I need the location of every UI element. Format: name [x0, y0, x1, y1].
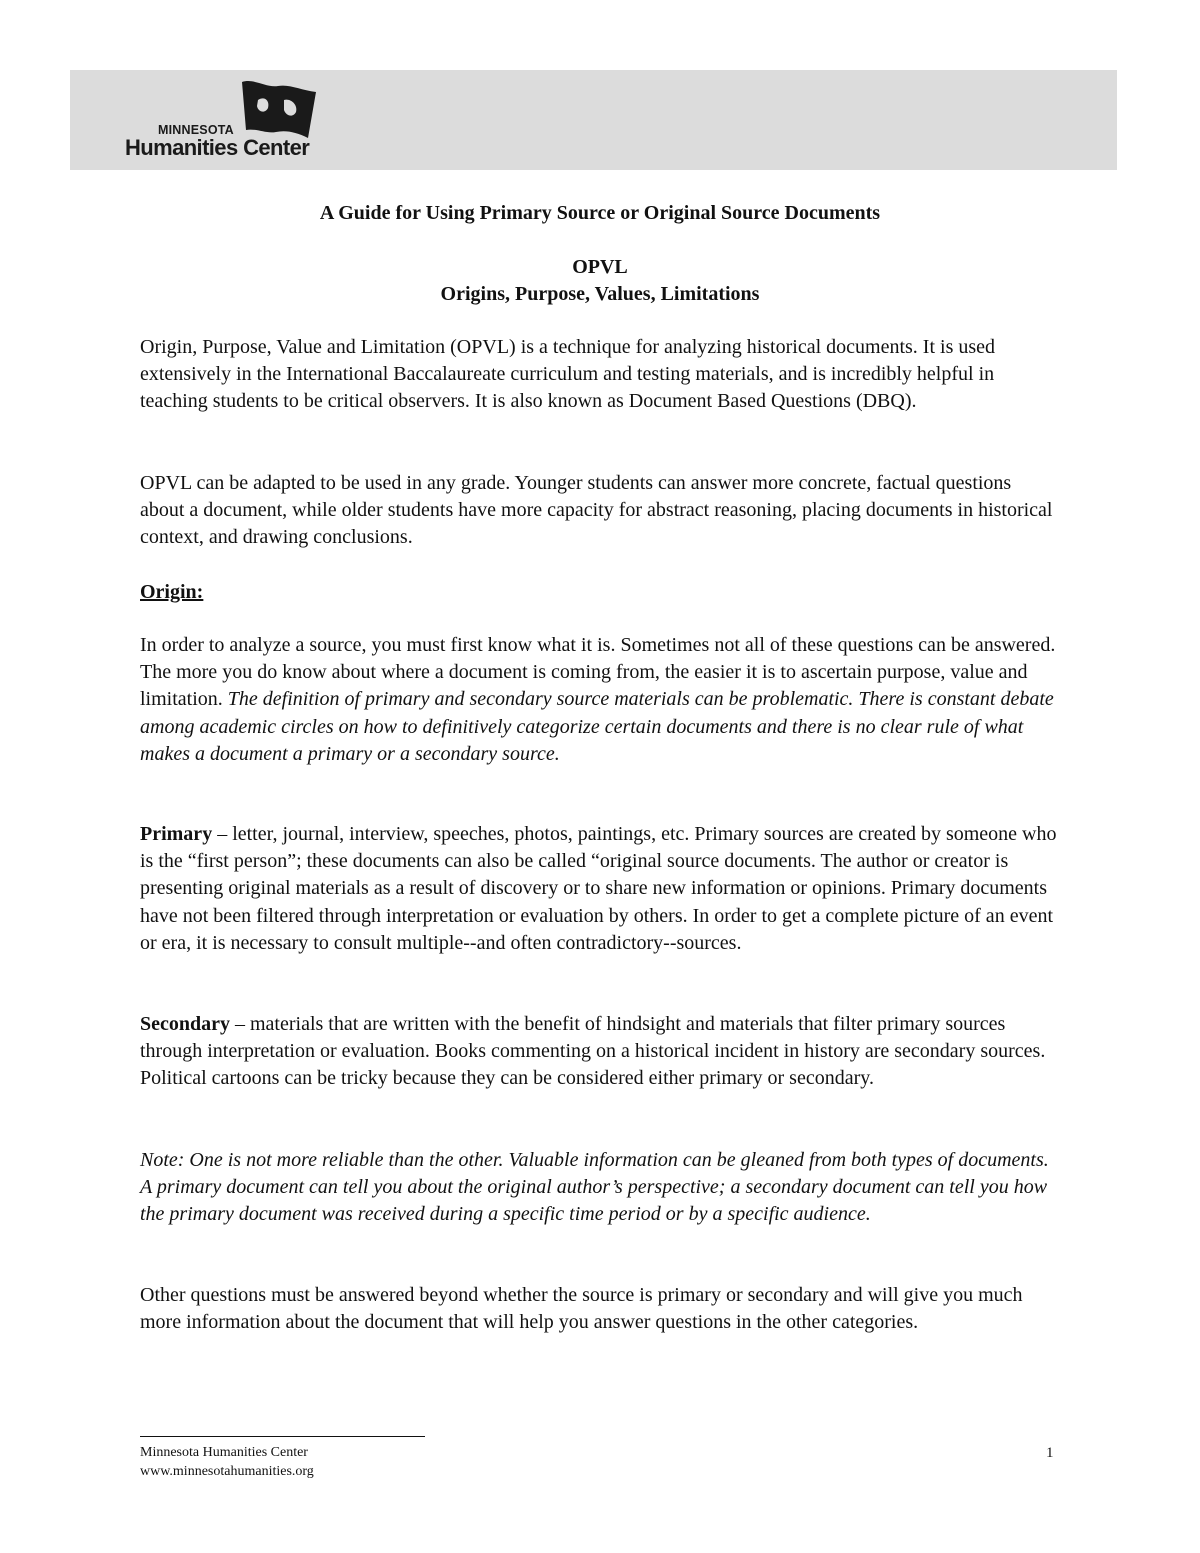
logo-wordmark-main: Humanities Center — [125, 135, 310, 160]
origin-paragraph — [140, 632, 1060, 768]
flag-logo-icon — [238, 78, 320, 140]
opvl-subheading: Origins, Purpose, Values, Limitations — [440, 283, 760, 305]
origin-text: In order to analyze a source, you must first know what it is. Sometimes not all of these questions can be answered. The more you do know about where a document is coming from, the easier it is to ascertain purpose, value and limitation. — [140, 634, 1056, 711]
origin-heading: Origin: — [140, 581, 204, 603]
page-number: 1 — [1046, 1445, 1054, 1461]
closing-paragraph: Other questions must be answered beyond whether the source is primary or secondary and will give you much more information about the document that will help you answer questions in the other categories. — [140, 1284, 1023, 1334]
document-title: A Guide for Using Primary Source or Original Source Documents — [319, 202, 881, 224]
secondary-text: – materials that are written with the benefit of hindsight and materials that filter primary sources through interpretation or evaluation. Books commenting on a historical incident in history are secondary sources. Political cartoons can be tricky because they can be considered either primary or secondary. — [140, 1013, 1046, 1090]
secondary-paragraph — [140, 1011, 1060, 1093]
primary-text: – letter, journal, interview, speeches, photos, paintings, etc. Primary sources are created by someone who is the “first person”; these documents can also be called “original source documents. The author or creator is presenting original materials as a result of discovery or to share new information or opinions. Primary documents have not been filtered through interpretation or evaluation by others. In order to get a complete picture of an event or era, it is necessary to consult multiple--and often contradictory--sources. — [140, 823, 1057, 954]
primary-paragraph — [140, 821, 1060, 957]
footer-url: www.minnesotahumanities.org — [140, 1464, 314, 1479]
opvl-heading: OPVL — [572, 256, 628, 278]
origin-italic-text: The definition of primary and secondary source materials can be problematic. There is constant debate among academic circles on how to definitively categorize certain documents and there is no clear rule of what makes a document a primary or a secondary source. — [140, 688, 1054, 765]
logo — [120, 76, 380, 166]
footer-rule — [140, 1436, 425, 1437]
primary-term: Primary — [140, 823, 213, 845]
secondary-term: Secondary — [140, 1013, 230, 1035]
logo-wordmark-top: MINNESOTA — [158, 123, 234, 137]
intro-paragraph-1: Origin, Purpose, Value and Limitation (OPVL) is a technique for analyzing historical documents. It is used extensively in the International Baccalaureate curriculum and testing materials, and is incredibly helpful in teaching students to be critical observers. It is also known as Document Based Questions (DBQ). — [140, 336, 996, 413]
footer-organization: Minnesota Humanities Center — [140, 1445, 308, 1460]
note-paragraph: Note: One is not more reliable than the other. Valuable information can be gleaned from both types of documents. A primary document can tell you about the original author’s perspective; a secondary document can tell you how the primary document was received during a specific time period or by a specific audience. — [140, 1149, 1049, 1226]
intro-paragraph-2: OPVL can be adapted to be used in any grade. Younger students can answer more concrete, factual questions about a document, while older students have more capacity for abstract reasoning, placing documents in historical context, and drawing conclusions. — [140, 472, 1053, 549]
